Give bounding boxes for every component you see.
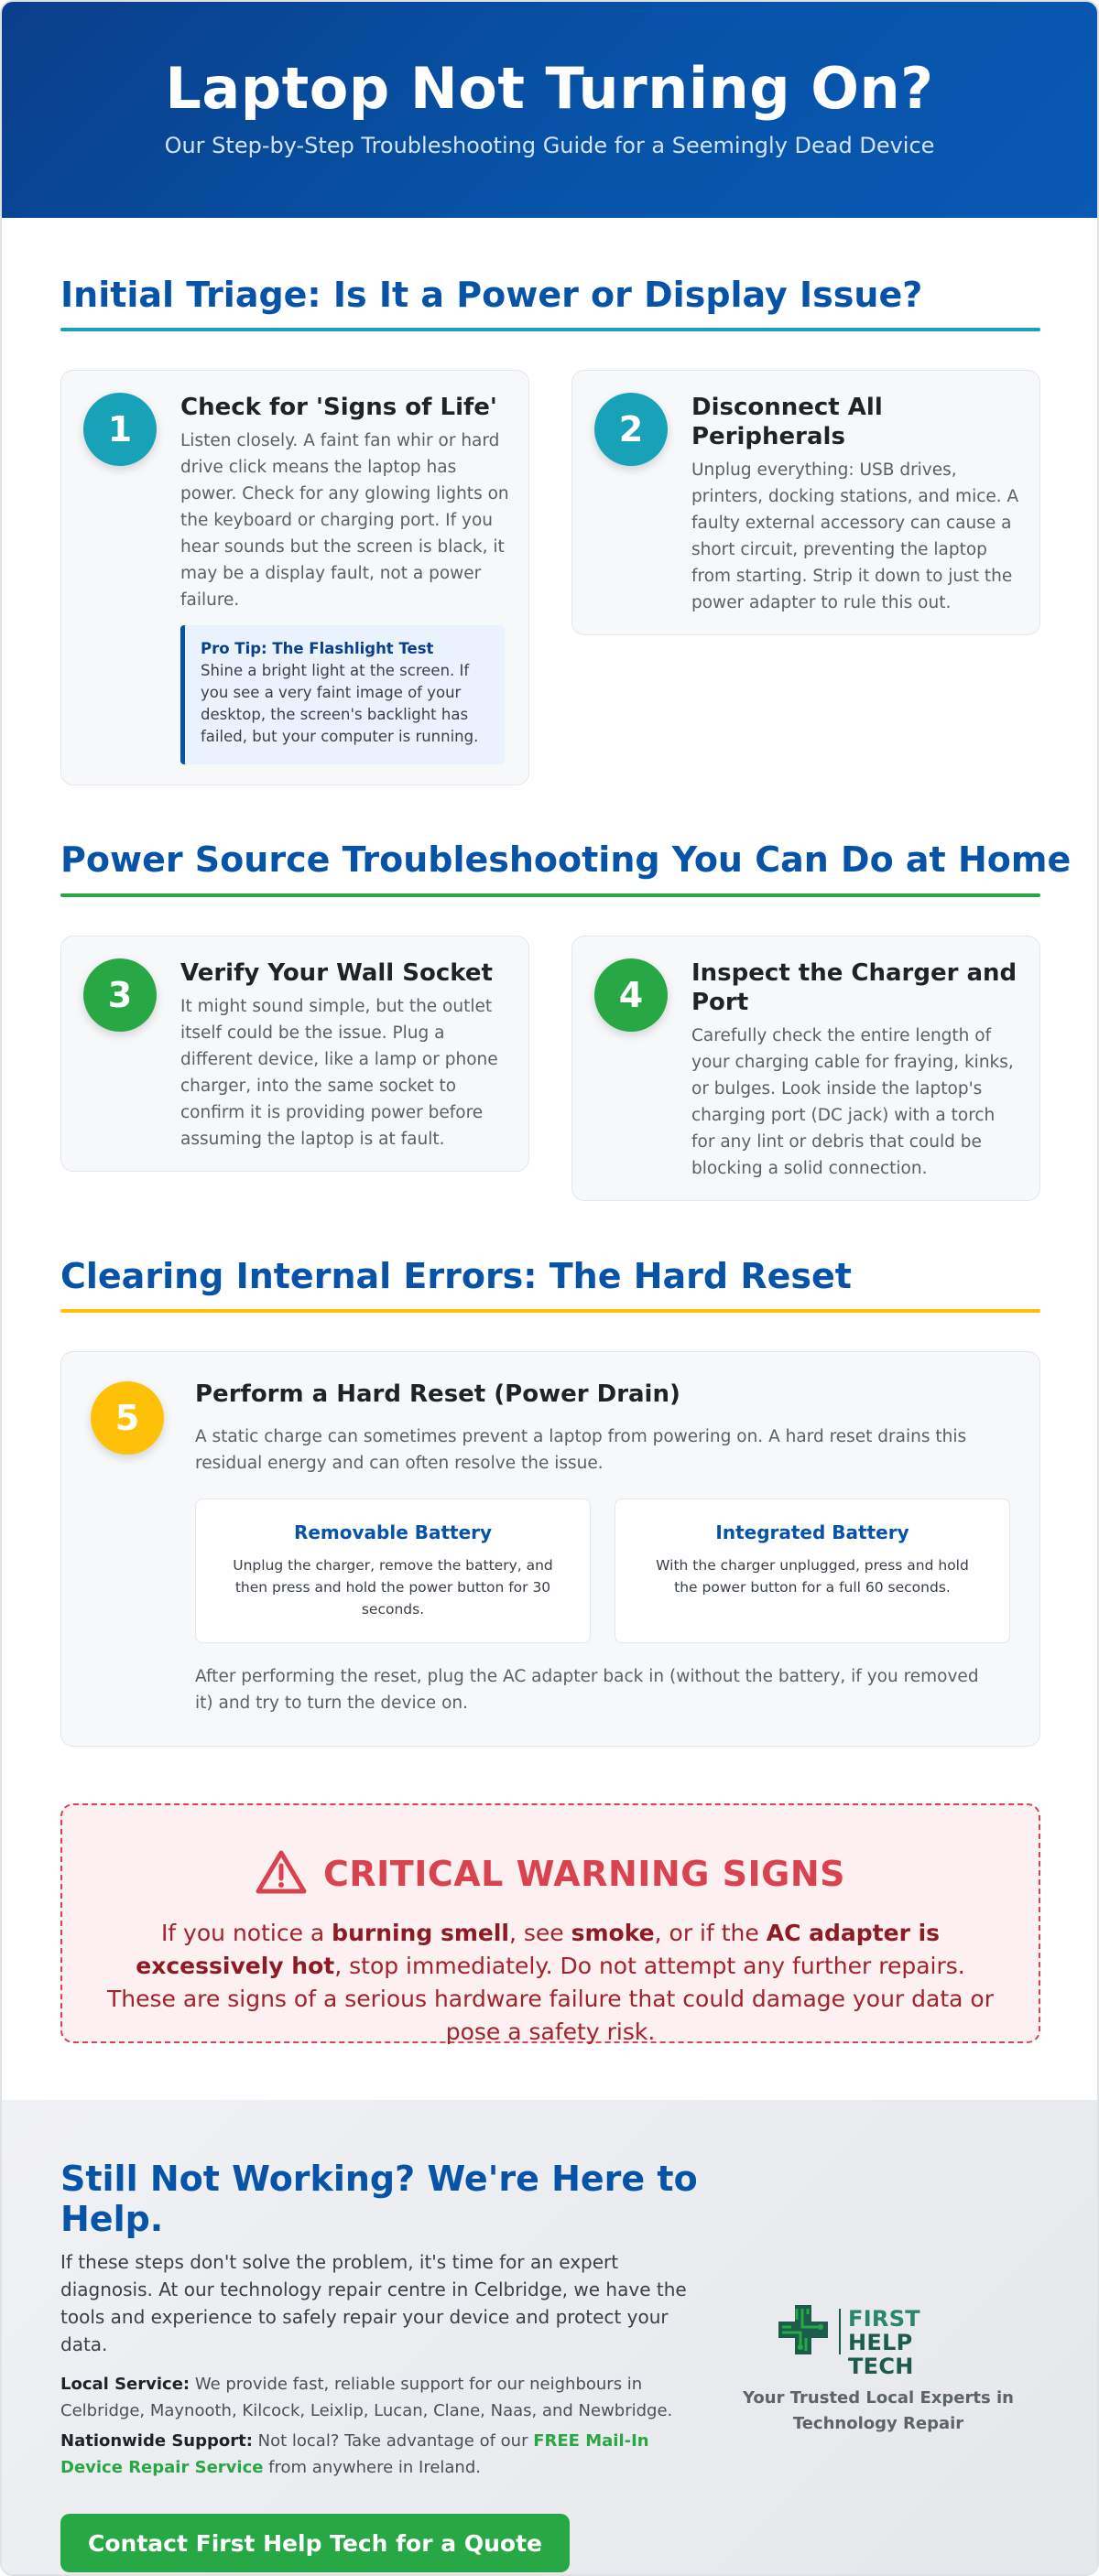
page-subtitle: Our Step-by-Step Troubleshooting Guide for a Seemingly Dead Device <box>164 133 935 158</box>
logo-divider <box>839 2309 841 2354</box>
local-service-text <box>60 2371 702 2424</box>
step-number-badge: 4 <box>594 958 668 1032</box>
section-title-hard-reset: Clearing Internal Errors: The Hard Reset <box>60 1256 852 1296</box>
critical-warning-box <box>60 1803 1040 2043</box>
section-rule <box>60 1309 1040 1313</box>
warning-triangle-icon <box>256 1849 307 1899</box>
step-body: Carefully check the entire length of your charging cable for fraying, kinks, or bulges. Look inside the laptop's charging port (DC jack) with a torch for any lint or debris that could be blocking a solid connection. <box>691 1026 1014 1178</box>
step-title: Perform a Hard Reset (Power Drain) <box>195 1380 680 1408</box>
step-card-4 <box>571 936 1040 1201</box>
logo-line-1: FIRST <box>848 2306 920 2332</box>
step-title: Inspect the Charger and Port <box>691 959 1017 1016</box>
pro-tip-box <box>180 625 505 764</box>
option-body: Unplug the charger, remove the battery, and then press and hold the power button for 30 seconds. <box>233 1557 553 1618</box>
warning-title: CRITICAL WARNING SIGNS <box>323 1854 845 1894</box>
step-card-5 <box>60 1351 1040 1747</box>
page-title: Laptop Not Turning On? <box>165 55 934 122</box>
warning-body <box>99 1917 1002 2049</box>
section-rule <box>60 328 1040 331</box>
warning-text: If you notice a <box>160 1920 332 1946</box>
step-number-badge: 2 <box>594 393 668 466</box>
hero-banner <box>2 2 1097 218</box>
local-service-detail: We provide fast, reliable support for our neighbours in Celbridge, Maynooth, Kilcock, Leixlip, Lucan, Clane, Naas, and Newbridge. <box>60 2375 673 2420</box>
warning-emphasis: AC adapter is excessively hot <box>136 1920 941 1979</box>
option-title: Integrated Battery <box>715 1521 909 1543</box>
step-card-2 <box>571 370 1040 635</box>
step-number-badge: 3 <box>83 958 157 1032</box>
company-tagline: Your Trusted Local Experts in Technology Repair <box>743 2388 1014 2433</box>
option-removable-battery <box>195 1499 591 1643</box>
local-service-label: Local Service: <box>60 2375 190 2394</box>
step-title: Verify Your Wall Socket <box>180 959 493 987</box>
footer-contact-section <box>2 2100 1097 2576</box>
nationwide-detail: from anywhere in Ireland. <box>263 2458 481 2477</box>
step-body: Listen closely. A faint fan whir or hard drive click means the laptop has power. Check for any glowing lights on the keyboard or charging port. If you hear sounds but the screen is black, it may be a display fault, not a power failure. <box>180 431 509 610</box>
contact-quote-button[interactable]: Contact First Help Tech for a Quote <box>60 2514 570 2572</box>
option-integrated-battery <box>615 1499 1010 1643</box>
nationwide-detail: Not local? Take advantage of our <box>252 2431 534 2451</box>
step-title: Check for 'Signs of Life' <box>180 394 497 421</box>
section-title-triage: Initial Triage: Is It a Power or Display Issue? <box>60 275 923 315</box>
footer-body: If these steps don't solve the problem, it's time for an expert diagnosis. At our technology repair centre in Celbridge, we have the tools and experience to safely repair your device and protect your data. <box>60 2251 687 2355</box>
warning-emphasis: burning smell <box>332 1920 509 1946</box>
medical-cross-circuit-icon <box>775 2301 835 2362</box>
option-title: Removable Battery <box>293 1521 493 1543</box>
warning-text: , or if the <box>654 1920 767 1946</box>
warning-text: , see <box>508 1920 571 1946</box>
step-outro: After performing the reset, plug the AC adapter back in (without the battery, if you removed it) and try to turn the device on. <box>195 1667 979 1713</box>
step-body: Unplug everything: USB drives, printers, docking stations, and mice. A faulty external accessory can cause a short circuit, preventing the laptop from starting. Strip it down to just the power adapter to rule this out. <box>691 460 1019 612</box>
warning-heading <box>62 1849 1039 1899</box>
nationwide-label: Nationwide Support: <box>60 2431 253 2451</box>
step-card-1 <box>60 370 529 785</box>
option-body: With the charger unplugged, press and hold the power button for a full 60 seconds. <box>656 1557 969 1596</box>
step-intro: A static charge can sometimes prevent a laptop from powering on. A hard reset drains this residual energy and can often resolve the issue. <box>195 1427 967 1473</box>
logo-wordmark <box>848 2307 982 2378</box>
pro-tip-body: Shine a bright light at the screen. If you see a very faint image of your desktop, the screen's backlight has failed, but your computer is running. <box>201 662 479 745</box>
pro-tip-title: Pro Tip: The Flashlight Test <box>201 640 434 657</box>
logo-line-2: HELP TECH <box>848 2330 914 2379</box>
section-rule <box>60 893 1040 897</box>
footer-title: Still Not Working? We're Here to Help. <box>60 2159 698 2239</box>
step-body: It might sound simple, but the outlet itself could be the issue. Plug a different device, like a lamp or phone charger, into the same socket to confirm it is providing power before assuming the laptop is at fault. <box>180 997 498 1149</box>
step-number-badge: 5 <box>91 1381 164 1455</box>
warning-emphasis: smoke <box>571 1920 655 1946</box>
section-title-power: Power Source Troubleshooting You Can Do at Home <box>60 839 1072 880</box>
nationwide-support-text <box>60 2428 702 2481</box>
step-card-3 <box>60 936 529 1172</box>
step-number-badge: 1 <box>83 393 157 466</box>
mail-in-service-link[interactable]: FREE Mail-In Device Repair Service <box>60 2431 649 2477</box>
warning-text: , stop immediately. Do not attempt any further repairs. These are signs of a serious hardware failure that could damage your data or pose a safety risk. <box>107 1953 994 2045</box>
step-title: Disconnect All Peripherals <box>691 394 883 450</box>
